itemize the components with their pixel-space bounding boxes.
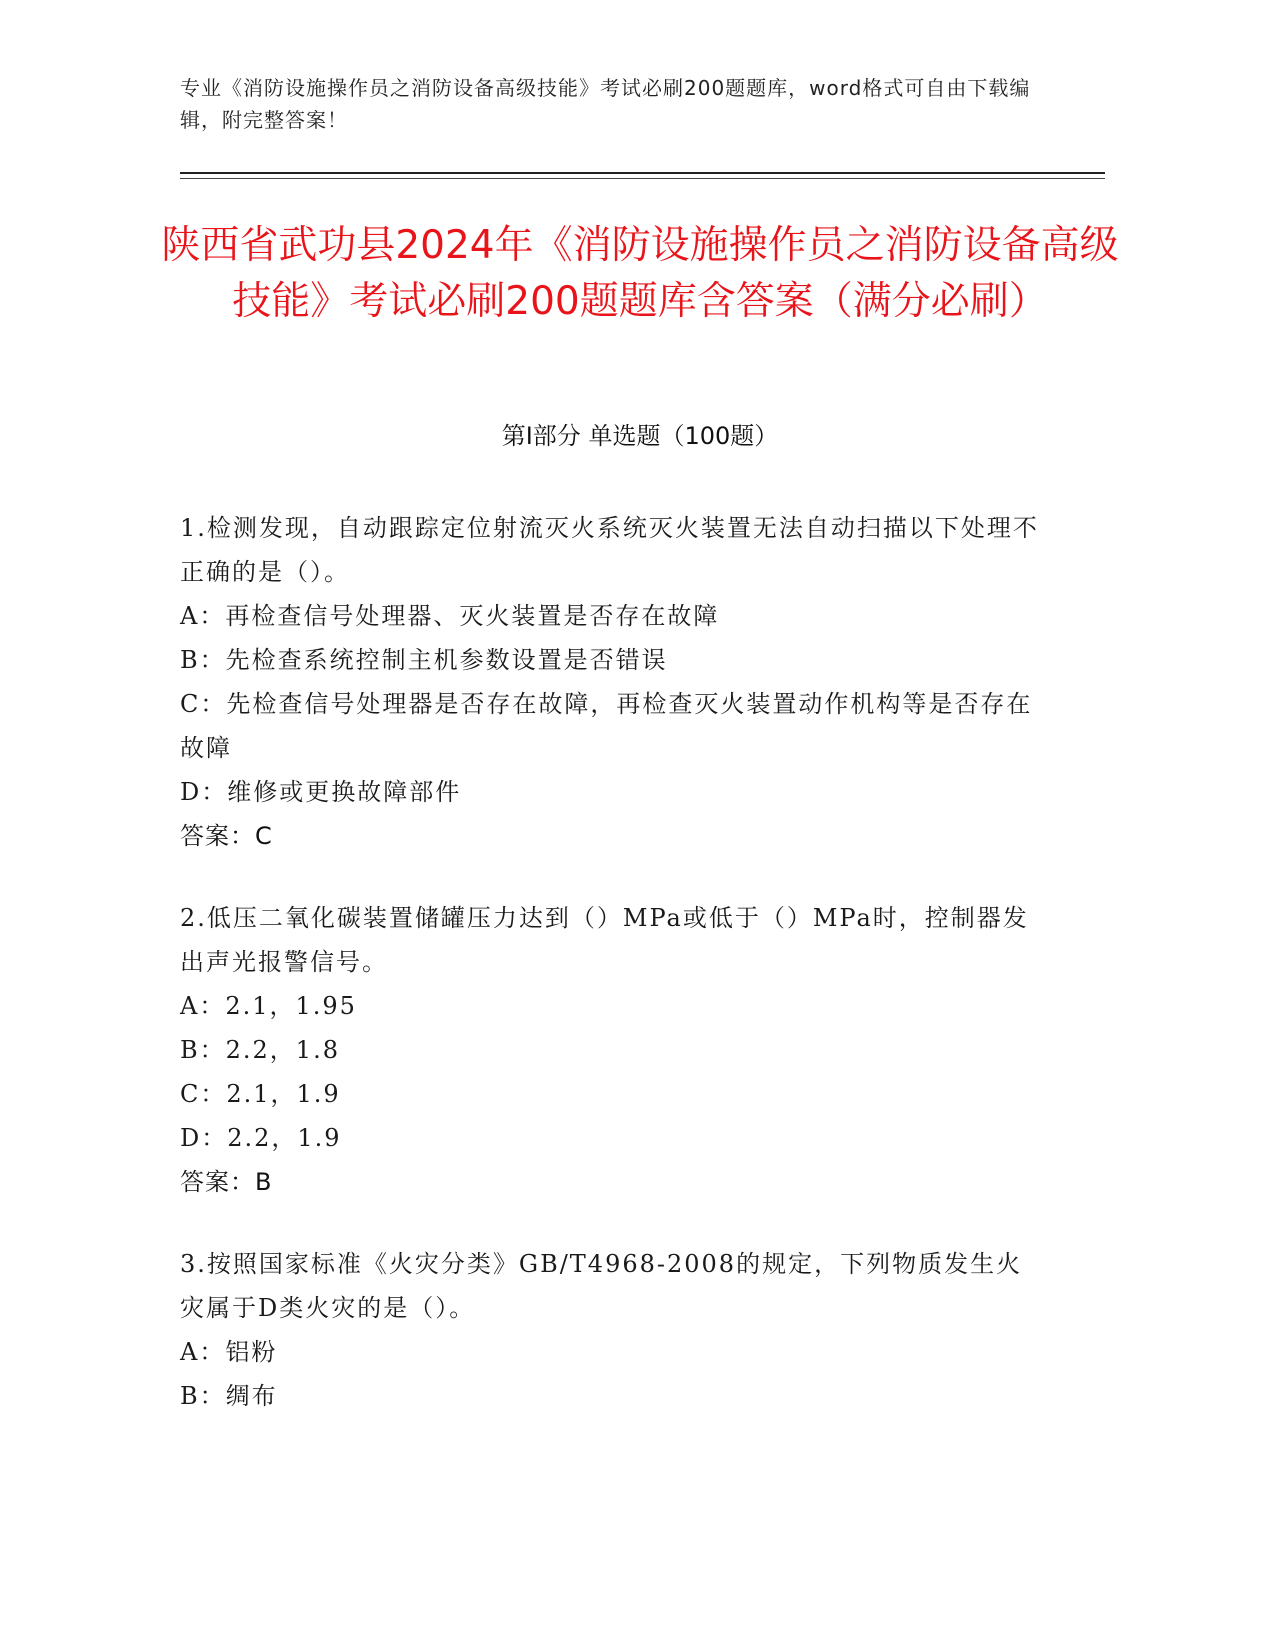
question-option-a: A：2.1，1.95 [180, 992, 357, 1020]
page-title: 陕西省武功县2024年《消防设施操作员之消防设备高级技能》考试必刷200题题库含答案（满分必刷） [161, 223, 1119, 324]
question-answer: 答案：C [180, 822, 273, 850]
header-note: 专业《消防设施操作员之消防设备高级技能》考试必刷200题题库，word格式可自由下载编辑，附完整答案！ [180, 76, 1031, 132]
question-2 [180, 896, 1040, 1204]
question-option-c: C：先检查信号处理器是否存在故障，再检查灭火装置动作机构等是否存在故障 [180, 690, 1033, 762]
question-option-a: A：再检查信号处理器、灭火装置是否存在故障 [180, 602, 720, 630]
header-rule-thin [180, 178, 1105, 179]
question-option-b: B：先检查系统控制主机参数设置是否错误 [180, 646, 668, 674]
question-1 [180, 506, 1040, 858]
question-option-a: A：铝粉 [180, 1338, 278, 1366]
header-rule-thick [180, 172, 1105, 174]
question-3 [180, 1242, 1040, 1418]
section-title: 第I部分 单选题（100题） [501, 422, 779, 450]
question-option-d: D：2.2，1.9 [180, 1124, 342, 1152]
question-option-b: B：2.2，1.8 [180, 1036, 340, 1064]
question-stem: 3.按照国家标准《火灾分类》GB/T4968-2008的规定，下列物质发生火灾属于D类火灾的是（）。 [180, 1250, 1023, 1322]
question-list [180, 506, 1040, 1456]
question-stem: 1.检测发现，自动跟踪定位射流灭火系统灭火装置无法自动扫描以下处理不正确的是（）。 [180, 514, 1039, 586]
question-option-c: C：2.1，1.9 [180, 1080, 341, 1108]
question-answer: 答案：B [180, 1168, 273, 1196]
question-stem: 2.低压二氧化碳装置储罐压力达到（）MPa或低于（）MPa时，控制器发出声光报警信号。 [180, 904, 1029, 976]
question-option-d: D：维修或更换故障部件 [180, 778, 462, 806]
question-option-b: B：绸布 [180, 1382, 278, 1410]
